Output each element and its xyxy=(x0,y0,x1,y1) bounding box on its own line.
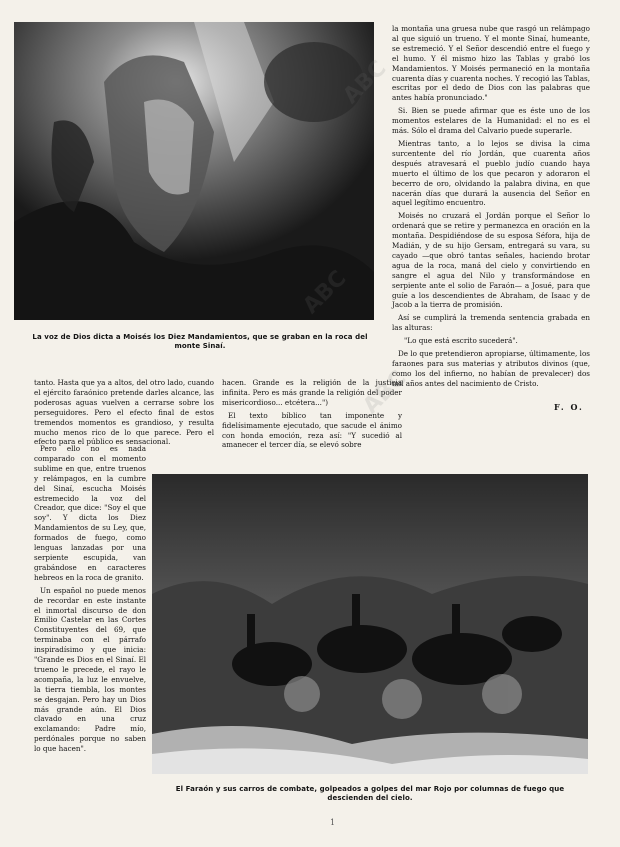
paragraph: Mientras tanto, a lo lejos se divisa la cima surcentente del río Jordán, que cuarenta años después atravesará el pueblo judío cuando haya muerto el último de los que pecaron y adoraron el becerro de oro, olvidando la palabra divina, en que nacerán días que durará la ausencia del Señor en aquel legítimo encuentro. xyxy=(392,138,590,208)
author-signature: F. O. xyxy=(554,402,584,412)
paragraph: Si. Bien se puede afirmar que es éste uno de los momentos estelares de la Humanidad: el no es el más. Sólo el drama del Calvario puede superarle. xyxy=(392,106,590,136)
paragraph: Pero ello no es nada comparado con el momento sublime en que, entre truenos y relámpagos, en la cumbre del Sinaí, escucha Moisés estremecido la voz del Creador, que dice: "Soy el que soy". Y dicta los Diez Mandamientos de su Ley, que, formados de fuego, como lenguas lanzadas por una serpiente escupida, van grabándose en caracteres hebreos en la roca de granito. xyxy=(34,444,146,582)
watermark: ABC xyxy=(298,266,352,319)
page-footer-mark: 1 xyxy=(330,818,336,827)
right-column-top xyxy=(392,24,590,394)
bottom-photo-caption: El Faraón y sus carros de combate, golpeados a golpes del mar Rojo por columnas de fuego que descienden del cielo. xyxy=(175,785,565,802)
paragraph: De lo que pretendieron apropiarse, últimamente, los faraones para sus materias y atributos divinos (que, como los del infierno, no habían de prevalecer) dos mil años antes del nacimiento de Cristo. xyxy=(392,349,590,388)
moses-illustration xyxy=(14,22,374,320)
paragraph: Moisés no cruzará el Jordán porque el Señor lo ordenará que se retire y permanezca en oración en la montaña. Despidiéndose de su esposa Séfora, hija de Madián, y de su hijo Gersam, entregará su vara, su cayado —que obró tantas señales, haciendo brotar agua de la roca, maná del cielo y convirtiendo en sangre el agua del Nilo y transformándose en serpiente ante el solio de Faraón— a Josué, para que guíe a los descendientes de Abraham, de Isaac y de Jacob a la tierra de promisión. xyxy=(392,211,590,310)
watermark: ABC xyxy=(338,56,392,109)
top-photo-caption: La voz de Dios dicta a Moisés los Diez Mandamientos, que se graban en la roca del monte Sinaí. xyxy=(32,333,368,350)
bottom-photo xyxy=(152,474,588,774)
pharaoh-chariots-illustration xyxy=(152,474,588,774)
top-photo xyxy=(14,22,374,320)
watermark: ABC xyxy=(358,366,412,419)
paragraph: Un español no puede menos de recordar en este instante el inmortal discurso de don Emilio Castelar en las Cortes Constituyentes del 69, que terminaba con el párrafo inspiradísimo y que inicia: "Grande es Dios en el Sinaí. El trueno le precede, el rayo le acompaña, la luz le envuelve, la tierra tiembla, los montes se desgajan. Pero hay un Dios más grande aún. El Dios clavado en una cruz exclamando: Padre mío, perdónales porque no saben lo que hacen". xyxy=(34,585,146,754)
paragraph: Así se cumplirá la tremenda sentencia grabada en las alturas: xyxy=(392,313,590,333)
paragraph: El texto bíblico tan imponente y fidelísimamente ejecutado, que sacude el ánimo con honda emoción, reza así: "Y sucedió al amanecer el tercer día, se elevó sobre xyxy=(222,410,402,450)
paragraph: tanto. Hasta que ya a altos, del otro lado, cuando el ejército faraónico pretende darles alcance, las poderosas aguas vuelven a cerrarse sobre los perseguidores. Pero el efecto final de estos tremendos momentos es grandioso, y resulta mucho menos rico de lo que parece. Pero el efecto para el público es sensacional. xyxy=(34,378,214,447)
middle-left-column-narrow xyxy=(34,444,146,806)
middle-left-column-top xyxy=(34,378,214,447)
paragraph: la montaña una gruesa nube que rasgó un relámpago al que siguió un trueno. Y el monte Sinaí, humeante, se estremeció. Y el Señor descendió entre el fuego y el humo. Y él mismo hizo las Tablas y grabó los Mandamientos. Y Moisés permaneció en la montaña cuarenta días y cuarenta noches. Y recogió las Tablas, escritas por el dedo de Dios con las palabras que antes había pronunciado." xyxy=(392,24,590,103)
paragraph: "Lo que está escrito sucederá". xyxy=(404,336,518,346)
paragraph: hacen. Grande es la religión de la justicia infinita. Pero es más grande la religión del poder misericordioso... etcétera...") xyxy=(222,378,402,407)
